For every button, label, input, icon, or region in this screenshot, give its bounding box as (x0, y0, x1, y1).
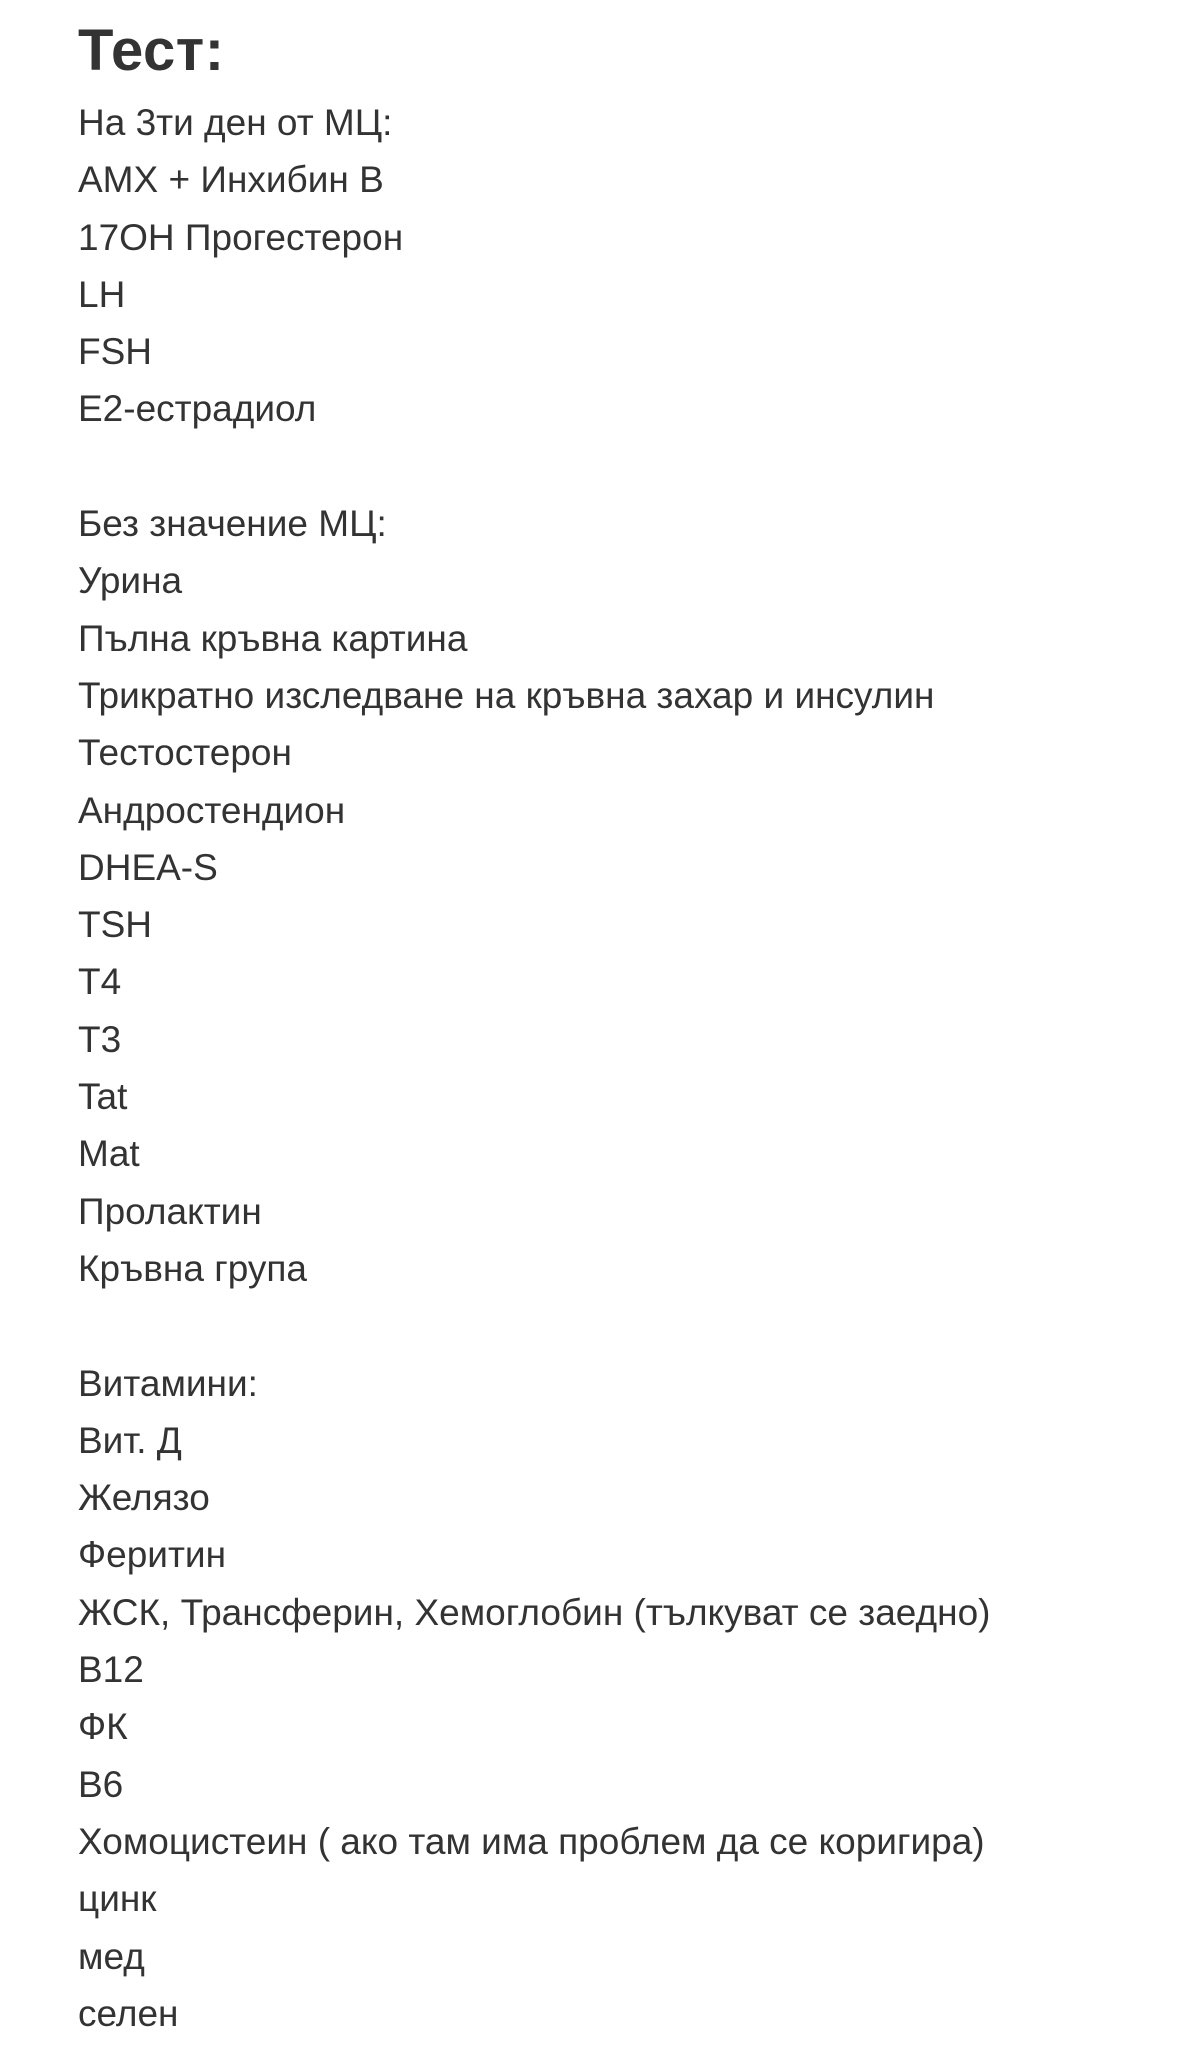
section-any-cycle-day (78, 495, 1141, 1297)
list-item: 17ОН Прогестерон (78, 216, 404, 258)
list-item: Урина (78, 560, 183, 602)
list-item: FSH (78, 331, 152, 373)
list-item: Tat (78, 1076, 128, 1118)
section-heading: Без значение МЦ: (78, 503, 387, 545)
list-item: ЖСК, Трансферин, Хемоглобин (тълкуват се заедно) (78, 1591, 991, 1633)
list-item: В6 (78, 1763, 124, 1805)
list-item: Кръвна група (78, 1247, 307, 1289)
blank-line (78, 1297, 1141, 1354)
list-item: мед (78, 1935, 145, 1977)
section-vitamins (78, 1355, 1141, 2043)
list-item: TSH (78, 904, 152, 946)
list-item: T4 (78, 961, 122, 1003)
list-item: LH (78, 273, 126, 315)
list-item: DHEA-S (78, 846, 218, 888)
list-item: Пълна кръвна картина (78, 617, 468, 659)
list-item: Вит. Д (78, 1419, 182, 1461)
list-item: АМХ + Инхибин В (78, 159, 384, 201)
list-item: цинк (78, 1878, 157, 1920)
section-heading: Витамини: (78, 1362, 258, 1404)
list-item: Трикратно изследване на кръвна захар и инсулин (78, 674, 935, 716)
list-item: Желязо (78, 1477, 210, 1519)
list-item: В12 (78, 1649, 144, 1691)
section-heading: На 3ти ден от МЦ: (78, 102, 393, 143)
section-cycle-day-3 (78, 94, 1141, 438)
list-item: T3 (78, 1018, 122, 1060)
list-item: Пролактин (78, 1190, 262, 1232)
list-item: селен (78, 1992, 179, 2034)
list-item: Андростендион (78, 789, 346, 831)
note-body[interactable] (78, 10, 1141, 2042)
list-item: Е2-естрадиол (78, 388, 317, 430)
list-item: Феритин (78, 1534, 226, 1576)
note-title: Тест: (78, 18, 225, 83)
list-item: ФК (78, 1706, 128, 1748)
list-item: Тестостерон (78, 732, 292, 774)
list-item: Mat (78, 1133, 140, 1175)
blank-line (78, 438, 1141, 495)
list-item: Хомоцистеин ( ако там има проблем да се коригира) (78, 1820, 985, 1862)
